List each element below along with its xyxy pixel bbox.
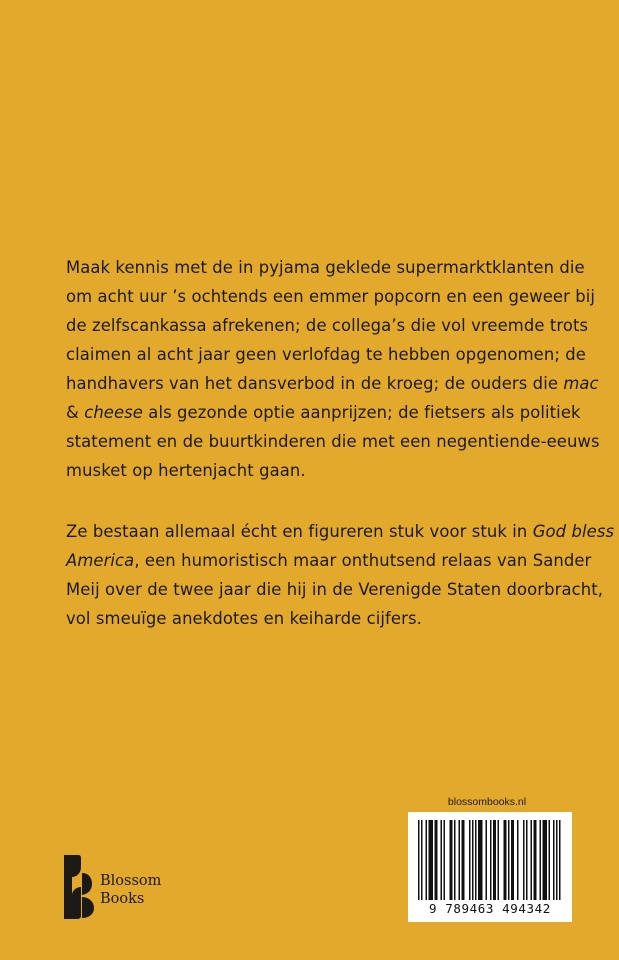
blurb-line: vol smeuïge anekdotes en keiharde cijfers. [66, 609, 422, 628]
blurb-paragraph-2 [66, 517, 615, 633]
barcode-bar [418, 820, 420, 900]
isbn-barcode [408, 812, 572, 922]
blurb-italic: mac [563, 374, 599, 393]
barcode-bar [459, 820, 461, 900]
barcode-bar [450, 820, 453, 900]
blurb-line: musket op hertenjacht gaan. [66, 461, 306, 480]
barcode-bar [523, 820, 525, 900]
blurb-text: handhavers van het dansverbod in de kroeg; de ouders die [66, 374, 564, 393]
barcode-bar [543, 820, 548, 900]
publisher-url: blossombooks.nl [447, 796, 527, 808]
blurb-text: & [66, 403, 85, 422]
barcode-bar [553, 820, 555, 900]
barcode-bar [526, 820, 528, 900]
barcode-bar [426, 820, 428, 900]
blurb-italic: cheese [84, 403, 143, 422]
back-cover-blurb [66, 253, 615, 665]
barcode-bar [435, 820, 438, 900]
barcode-bar [504, 820, 507, 900]
blurb-paragraph-1 [66, 253, 600, 485]
barcode-bar [508, 820, 510, 900]
barcode-bar [441, 820, 443, 900]
barcode-bar [490, 820, 492, 900]
blurb-line: claimen al acht jaar geen verlofdag te hebben opgenomen; de [66, 345, 586, 364]
barcode-bar [517, 820, 519, 900]
isbn-number: 9 789463 494342 [429, 901, 551, 916]
blurb-italic: God bless [532, 522, 615, 541]
blurb-line [66, 546, 592, 575]
barcode-bar [469, 820, 471, 900]
barcode-bar [559, 820, 561, 900]
blurb-line: Meij over de twee jaar die hij in de Verenigde Staten doorbracht, [66, 580, 604, 599]
blurb-text: , een humoristisch maar onthutsend relaas van Sander [134, 551, 592, 570]
blurb-text: als gezonde optie aanprijzen; de fietsers als politiek [143, 403, 581, 422]
publisher-name-line-1: Blossom [100, 873, 162, 889]
blurb-line: statement en de buurtkinderen die met een negentiende-eeuws [66, 432, 600, 451]
barcode-bar [462, 820, 465, 900]
blurb-line [66, 517, 615, 546]
barcode-bar [444, 820, 446, 900]
publisher-name [100, 872, 161, 908]
blurb-line: de zelfscankassa afrekenen; de collega’s die vol vreemde trots [66, 316, 589, 335]
barcode-bar [486, 820, 488, 900]
blossom-books-logo-icon [64, 855, 94, 919]
barcode-bar [534, 820, 537, 900]
barcode-bars [416, 820, 564, 900]
barcode-bar [549, 820, 551, 900]
blurb-line: om acht uur ’s ochtends een emmer popcorn en een geweer bij [66, 287, 596, 306]
blurb-line: Maak kennis met de in pyjama geklede supermarktklanten die [66, 258, 585, 277]
blurb-line [66, 398, 581, 427]
barcode-bar [511, 820, 514, 900]
barcode-bar [478, 820, 483, 900]
barcode-bar [421, 820, 423, 900]
barcode-bar [531, 820, 533, 900]
barcode-bar [454, 820, 456, 900]
barcode-bar [493, 820, 496, 900]
publisher-name-line-2: Books [100, 891, 145, 907]
blurb-line [66, 369, 599, 398]
blurb-text: Ze bestaan allemaal écht en figureren stuk voor stuk in [66, 522, 533, 541]
barcode-bar [556, 820, 558, 900]
barcode-bar [540, 820, 542, 900]
barcode-bar [475, 820, 477, 900]
barcode-bar [498, 820, 500, 900]
barcode-bar [429, 820, 434, 900]
blurb-italic: America [66, 551, 135, 570]
barcode-bar [472, 820, 474, 900]
